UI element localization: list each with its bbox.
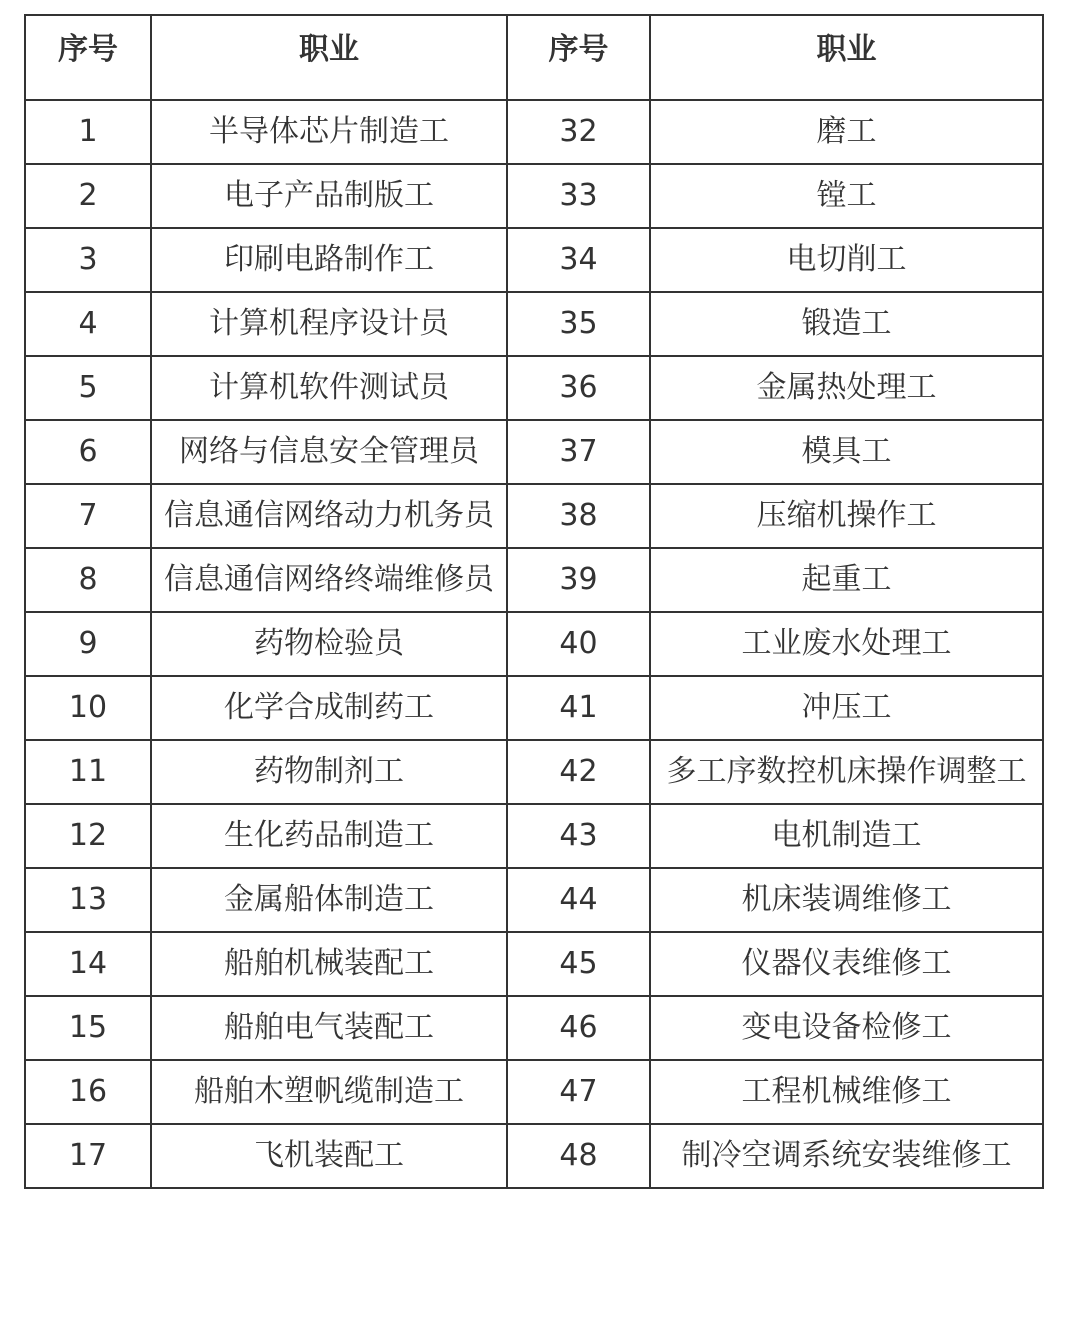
serial-cell-left: 17: [25, 1124, 151, 1188]
occupation-cell-right: 机床装调维修工: [650, 868, 1043, 932]
serial-cell-left: 12: [25, 804, 151, 868]
table-row: [25, 164, 1043, 228]
serial-cell-right: 40: [507, 612, 650, 676]
serial-cell-left: 7: [25, 484, 151, 548]
serial-cell-left: 9: [25, 612, 151, 676]
table-row: [25, 1124, 1043, 1188]
table-row: [25, 740, 1043, 804]
serial-cell-right: 33: [507, 164, 650, 228]
occupation-cell-right: 压缩机操作工: [650, 484, 1043, 548]
table-row: [25, 356, 1043, 420]
occupation-cell-right: 起重工: [650, 548, 1043, 612]
serial-cell-left: 10: [25, 676, 151, 740]
occupation-cell-right: 电切削工: [650, 228, 1043, 292]
occupation-cell-left: 半导体芯片制造工: [151, 100, 507, 164]
occupation-cell-left: 计算机软件测试员: [151, 356, 507, 420]
occupation-cell-right: 镗工: [650, 164, 1043, 228]
occupation-cell-left: 药物制剂工: [151, 740, 507, 804]
table-row: [25, 932, 1043, 996]
occupation-cell-left: 印刷电路制作工: [151, 228, 507, 292]
serial-cell-left: 2: [25, 164, 151, 228]
header-occupation-left: 职业: [151, 15, 507, 100]
serial-cell-right: 47: [507, 1060, 650, 1124]
occupation-cell-right: 金属热处理工: [650, 356, 1043, 420]
occupation-cell-left: 生化药品制造工: [151, 804, 507, 868]
serial-cell-right: 44: [507, 868, 650, 932]
occupation-table: [24, 14, 1044, 1189]
occupation-cell-left: 飞机装配工: [151, 1124, 507, 1188]
serial-cell-left: 8: [25, 548, 151, 612]
occupation-cell-right: 磨工: [650, 100, 1043, 164]
occupation-cell-right: 仪器仪表维修工: [650, 932, 1043, 996]
serial-cell-right: 38: [507, 484, 650, 548]
header-serial-left: 序号: [25, 15, 151, 100]
table-row: [25, 100, 1043, 164]
occupation-cell-right: 工程机械维修工: [650, 1060, 1043, 1124]
serial-cell-right: 41: [507, 676, 650, 740]
header-serial-right: 序号: [507, 15, 650, 100]
serial-cell-left: 14: [25, 932, 151, 996]
occupation-cell-left: 计算机程序设计员: [151, 292, 507, 356]
header-row: [25, 15, 1043, 100]
serial-cell-right: 45: [507, 932, 650, 996]
serial-cell-right: 42: [507, 740, 650, 804]
table-row: [25, 292, 1043, 356]
serial-cell-right: 34: [507, 228, 650, 292]
table-row: [25, 804, 1043, 868]
serial-cell-right: 37: [507, 420, 650, 484]
serial-cell-left: 5: [25, 356, 151, 420]
serial-cell-right: 46: [507, 996, 650, 1060]
occupation-cell-right: 多工序数控机床操作调整工: [650, 740, 1043, 804]
serial-cell-right: 43: [507, 804, 650, 868]
serial-cell-left: 1: [25, 100, 151, 164]
serial-cell-right: 32: [507, 100, 650, 164]
table-row: [25, 484, 1043, 548]
table-row: [25, 868, 1043, 932]
table-row: [25, 228, 1043, 292]
occupation-cell-left: 药物检验员: [151, 612, 507, 676]
occupation-cell-left: 金属船体制造工: [151, 868, 507, 932]
serial-cell-right: 36: [507, 356, 650, 420]
occupation-cell-left: 船舶机械装配工: [151, 932, 507, 996]
serial-cell-right: 39: [507, 548, 650, 612]
table-row: [25, 1060, 1043, 1124]
occupation-cell-left: 船舶电气装配工: [151, 996, 507, 1060]
occupation-cell-right: 模具工: [650, 420, 1043, 484]
table-row: [25, 612, 1043, 676]
occupation-cell-right: 工业废水处理工: [650, 612, 1043, 676]
serial-cell-right: 48: [507, 1124, 650, 1188]
table-row: [25, 548, 1043, 612]
serial-cell-left: 6: [25, 420, 151, 484]
occupation-cell-left: 信息通信网络动力机务员: [151, 484, 507, 548]
header-occupation-right: 职业: [650, 15, 1043, 100]
occupation-cell-left: 网络与信息安全管理员: [151, 420, 507, 484]
occupation-cell-left: 化学合成制药工: [151, 676, 507, 740]
serial-cell-left: 13: [25, 868, 151, 932]
table-row: [25, 996, 1043, 1060]
occupation-cell-left: 电子产品制版工: [151, 164, 507, 228]
serial-cell-left: 11: [25, 740, 151, 804]
serial-cell-right: 35: [507, 292, 650, 356]
occupation-cell-right: 制冷空调系统安装维修工: [650, 1124, 1043, 1188]
occupation-cell-right: 锻造工: [650, 292, 1043, 356]
serial-cell-left: 15: [25, 996, 151, 1060]
occupation-cell-right: 电机制造工: [650, 804, 1043, 868]
table-row: [25, 676, 1043, 740]
serial-cell-left: 16: [25, 1060, 151, 1124]
occupation-cell-left: 船舶木塑帆缆制造工: [151, 1060, 507, 1124]
occupation-cell-right: 变电设备检修工: [650, 996, 1043, 1060]
table-body: [25, 100, 1043, 1188]
serial-cell-left: 4: [25, 292, 151, 356]
occupation-cell-left: 信息通信网络终端维修员: [151, 548, 507, 612]
table-row: [25, 420, 1043, 484]
occupation-cell-right: 冲压工: [650, 676, 1043, 740]
serial-cell-left: 3: [25, 228, 151, 292]
